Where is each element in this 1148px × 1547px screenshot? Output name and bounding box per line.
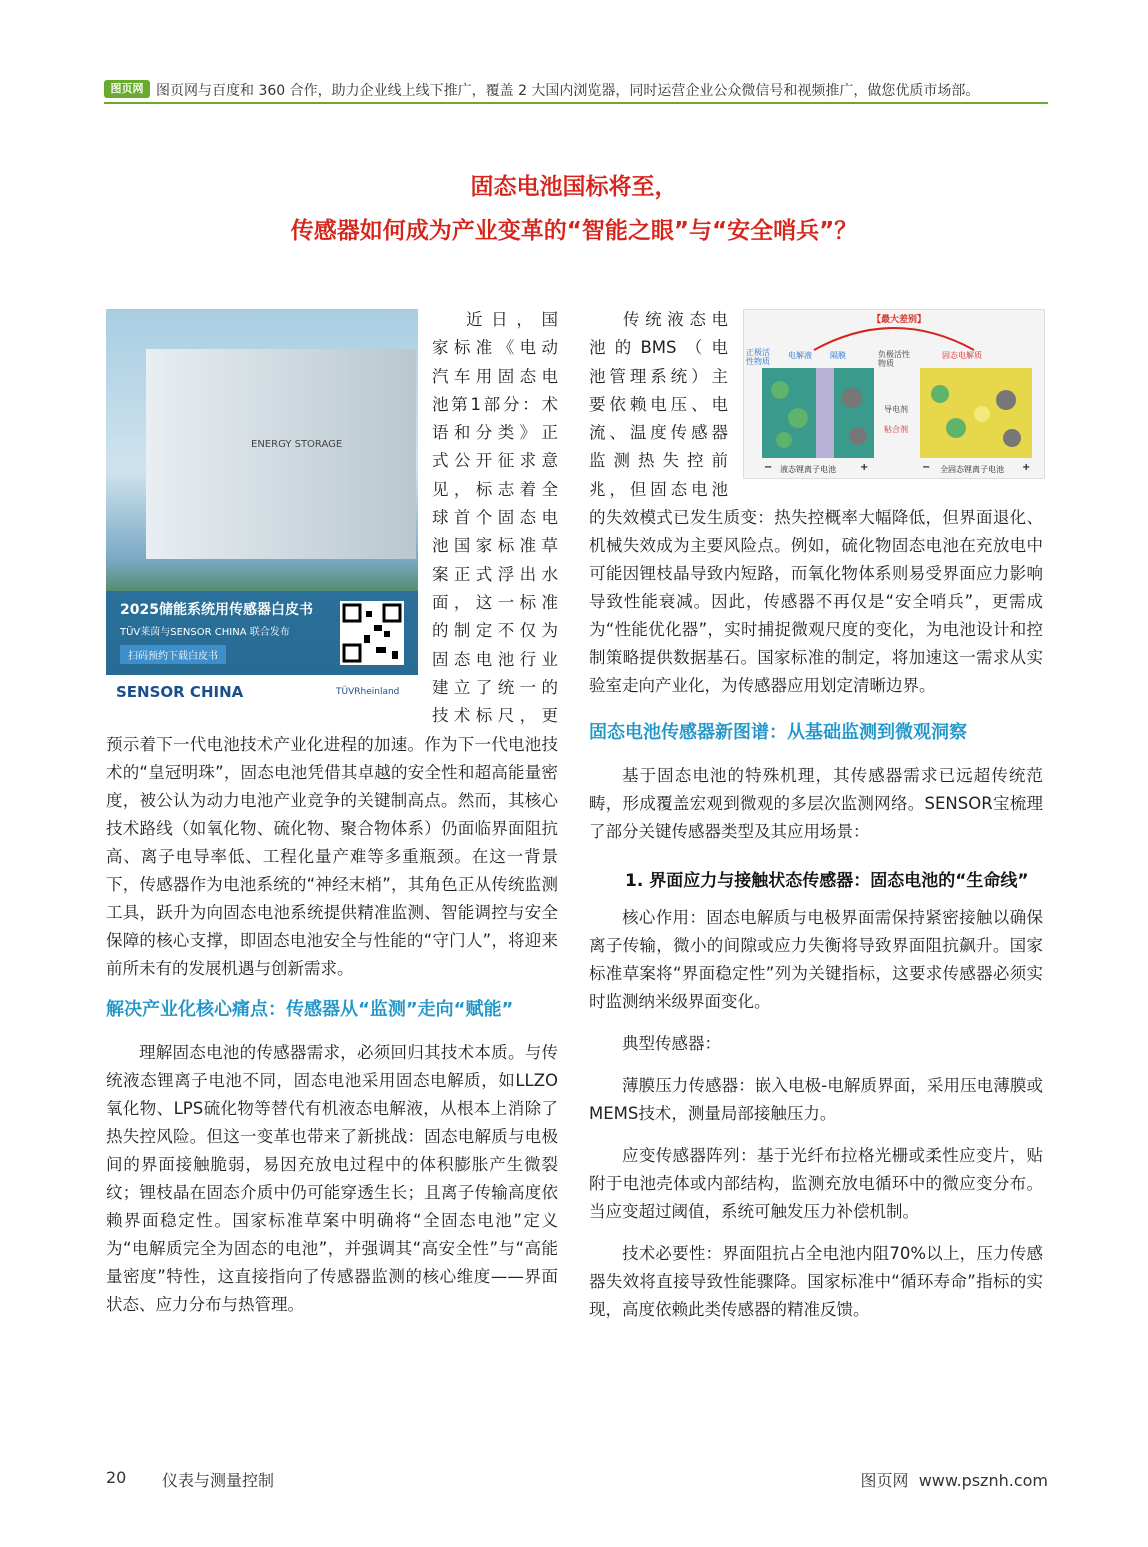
intro-line: 见，标志着全 <box>432 479 558 499</box>
battery-comparison-diagram <box>743 309 1045 479</box>
site-logo: 图页网 <box>104 80 150 98</box>
svg-text:−: − <box>922 462 931 473</box>
qr-code-icon <box>340 601 404 665</box>
ad-banner-subtitle: TÜV莱茵与SENSOR CHINA 联合发布 <box>120 627 290 638</box>
intro-line: 近日，国 <box>466 310 558 329</box>
right-paragraph-5: 薄膜压力传感器：嵌入电极-电解质界面，采用压电薄膜或MEMS技术，测量局部接触压力。 <box>589 1076 1043 1123</box>
section-heading-2: 固态电池传感器新图谱：从基础监测到微观洞察 <box>589 722 967 743</box>
left-paragraph-2: 理解固态电池的传感器需求，必须回归其技术本质。与传统液态锂离子电池不同，固态电池采用固态电解质，如LLZO氧化物、LPS硫化物等替代有机液态电解液，从根本上消除了热失控风险。但这一变革也带来了新挑战：固态电解质与电极间的界面接触脆弱，易因充放电过程中的体积膨胀产生微裂纹；锂枝晶在固态介质中仍可能穿透生长；且离子传输高度依赖界面稳定性。国家标准草案中明确将“全固态电池”定义为“电解质完全为固态的电池”，并强调其“高安全性”与“高能量密度”特性，这直接指向了传感器监测的核心维度——界面状态、应力分布与热管理。 <box>106 1043 558 1314</box>
section-heading-1: 解决产业化核心痛点：传感器从“监测”走向“赋能” <box>106 999 514 1020</box>
header-tagline: 图页网与百度和 360 合作，助力企业线上线下推广，覆盖 2 大国内浏览器，同时运营企业公众微信号和视频推广，做您优质市场部。 <box>156 83 980 99</box>
intro-line: 建立了统一的 <box>432 677 558 697</box>
intro-line: 兆，但固态电池 <box>589 479 728 499</box>
ad-banner-title: 2025储能系统用传感器白皮书 <box>120 602 313 618</box>
page-header <box>104 78 1048 104</box>
article-title-line2: 传感器如何成为产业变革的“智能之眼”与“安全哨兵”？ <box>290 218 858 244</box>
svg-text:−: − <box>764 462 773 473</box>
site-url: 图页网 www.psznh.com <box>860 1471 1048 1490</box>
intro-line: 面，这一标准 <box>432 592 558 612</box>
intro-line: 球首个固态电 <box>432 508 558 528</box>
svg-text:+: + <box>1022 462 1031 473</box>
magazine-name: 仪表与测量控制 <box>162 1471 275 1490</box>
label-negative-active: 负极活性物质 <box>878 350 910 368</box>
energy-storage-label: ENERGY STORAGE <box>251 439 343 450</box>
tuv-logo: TÜVRheinland <box>336 687 400 697</box>
intro-line: 式公开征求意 <box>432 451 558 471</box>
sensor-china-logo: SENSOR CHINA <box>116 683 244 701</box>
right-paragraph-4: 典型传感器： <box>622 1034 721 1053</box>
intro-line: 语和分类》正 <box>432 423 558 443</box>
intro-line: 要依赖电压、电 <box>589 394 728 414</box>
page-number: 20 <box>106 1468 127 1487</box>
subheading-1: 1. 界面应力与接触状态传感器：固态电池的“生命线” <box>625 871 1029 891</box>
header-divider <box>104 102 1048 104</box>
intro-line: 汽车用固态电 <box>432 366 558 386</box>
caption-solid-battery: 全固态锂离子电池 <box>940 465 1004 474</box>
left-column <box>106 731 558 1319</box>
caption-liquid-battery: 液态锂离子电池 <box>780 465 836 474</box>
svg-text:+: + <box>860 462 869 473</box>
right-paragraph-2: 基于固态电池的特殊机理，其传感器需求已远超传统范畴，形成覆盖宏观到微观的多层次监测网络。SENSOR宝梳理了部分关键传感器类型及其应用场景： <box>589 766 1043 841</box>
label-separator: 隔膜 <box>830 351 846 360</box>
right-intro-block <box>589 306 728 504</box>
right-paragraph-7: 技术必要性：界面阻抗占全电池内阻70%以上，压力传感器失效将直接导致性能骤降。国家标准中“循环寿命”指标的实现，高度依赖此类传感器的精准反馈。 <box>589 1244 1043 1319</box>
intro-line: 固态电池行业 <box>432 649 558 669</box>
intro-line: 技术标尺，更 <box>432 706 558 726</box>
intro-line: 案正式浮出水 <box>432 564 558 584</box>
right-paragraph-1: 的失效模式已发生质变：热失控概率大幅降低，但界面退化、机械失效成为主要风险点。例如，硫化物固态电池在充放电中可能因锂枝晶导致内短路，而氧化物体系则易受界面应力影响导致性能衰减。因此，传感器不再仅是“安全哨兵”，更需成为“性能优化器”，实时捕捉微观尺度的变化，为电池设计和控制策略提供数据基石。国家标准的制定，将加速这一需求从实验室走向产业化，为传感器应用划定清晰边界。 <box>589 508 1043 695</box>
intro-line: 的制定不仅为 <box>432 621 558 641</box>
label-positive-active: 正极活性物质 <box>746 348 770 366</box>
intro-line: 池第1部分：术 <box>432 394 558 414</box>
intro-line: 流、温度传感器 <box>589 423 728 443</box>
label-binder: 粘合剂 <box>884 425 908 434</box>
intro-line: 监测热失控前 <box>589 451 728 471</box>
intro-line: 池国家标准草 <box>432 536 558 556</box>
ad-download-button: 扫码预约下载白皮书 <box>120 645 226 664</box>
whitepaper-ad-image <box>106 309 418 713</box>
left-paragraph-1: 预示着下一代电池技术产业化进程的加速。作为下一代电池技术的“皇冠明珠”，固态电池凭借其卓越的安全性和超高能量密度，被公认为动力电池产业竞争的关键制高点。然而，其核心技术路线（如氧化物、硫化物、聚合物体系）仍面临界面阻抗高、离子电导率低、工程化量产难等多重瓶颈。在这一背景下，传感器作为电池系统的“神经末梢”，其角色正从传统监测工具，跃升为向固态电池系统提供精准监测、智能调控与安全保障的核心支撑，即固态电池安全与性能的“守门人”，将迎来前所未有的发展机遇与创新需求。 <box>106 735 558 978</box>
left-intro-block <box>432 306 558 730</box>
intro-line: 家标准《电动 <box>432 338 558 358</box>
intro-line: 池的BMS（电 <box>589 338 728 358</box>
diagram-top-label: 【最大差别】 <box>872 315 927 325</box>
energy-storage-container <box>146 349 416 559</box>
right-column <box>589 504 1043 1324</box>
label-electrolyte: 电解液 <box>788 351 812 360</box>
intro-line: 传统液态电 <box>623 310 728 329</box>
intro-line: 池管理系统）主 <box>589 366 728 386</box>
label-conductive-agent: 导电剂 <box>884 405 908 414</box>
article-title-line1: 固态电池国标将至， <box>470 174 678 200</box>
right-paragraph-3: 核心作用：固态电解质与电极界面需保持紧密接触以确保离子传输，微小的间隙或应力失衡将导致界面阻抗飙升。国家标准草案将“界面稳定性”列为关键指标，这要求传感器必须实时监测纳米级界面变化。 <box>589 908 1043 1011</box>
right-paragraph-6: 应变传感器阵列：基于光纤布拉格光栅或柔性应变片，贴附于电池壳体或内部结构，监测充放电循环中的微应变分布。当应变超过阈值，系统可触发压力补偿机制。 <box>589 1146 1043 1221</box>
label-solid-electrolyte: 固态电解质 <box>942 351 982 360</box>
